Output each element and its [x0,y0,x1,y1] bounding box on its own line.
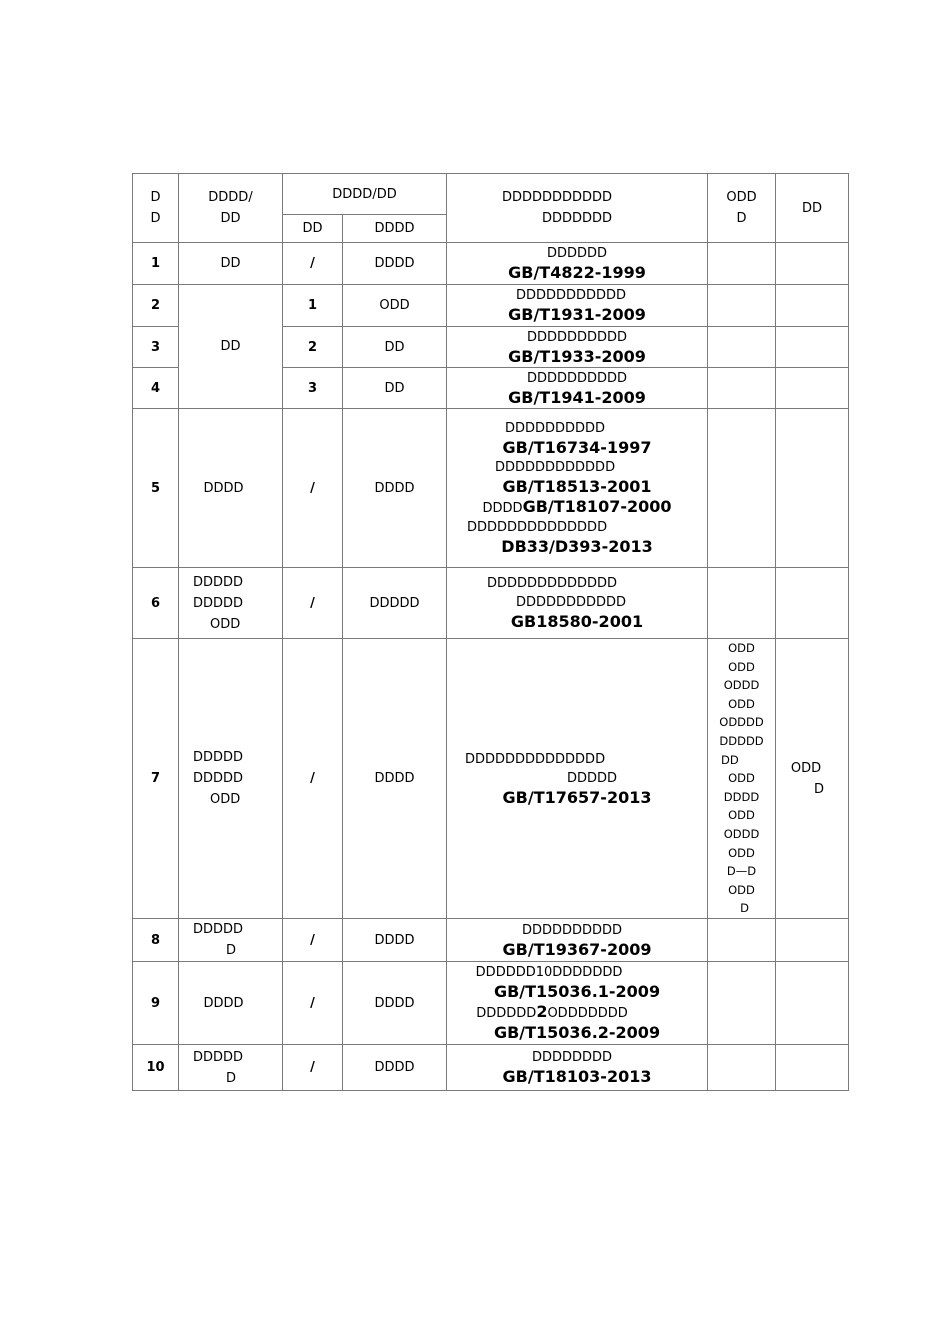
header-group-sub1: DD [283,215,343,243]
row-item: DDDD [343,919,447,962]
row-note [776,962,849,1045]
row-standard: DDDDDDDDDDD GB/T1931-2009 [447,285,708,327]
standard-code: GB/T18107-2000 [522,497,672,516]
table-row [133,409,849,568]
row-result [708,1045,776,1091]
row-sub-no: / [283,568,343,639]
row-result [708,409,776,568]
row-no: 2 [133,285,179,327]
row-category: DD [179,243,283,285]
row-note [776,919,849,962]
row-category: DDDDD D [179,919,283,962]
row-note [776,1045,849,1091]
row-standard: DDDDDDDDDD GB/T1933-2009 [447,327,708,368]
header-group: DDDD/DD [283,174,447,215]
row-standard: DDDDDDDDDDDDDD DDDDD GB/T17657-2013 [447,639,708,919]
row-result [708,285,776,327]
row-category: DDDD [179,962,283,1045]
row-note: ODD D [776,639,849,919]
row-sub-no: 2 [283,327,343,368]
row-sub-no: / [283,409,343,568]
row-sub-no: / [283,243,343,285]
row-no: 1 [133,243,179,285]
row-standard: DDDDDDDDDD GB/T19367-2009 [447,919,708,962]
table-row [133,962,849,1045]
row-result [708,568,776,639]
row-no: 8 [133,919,179,962]
row-item: DDDD [343,962,447,1045]
row-sub-no: 1 [283,285,343,327]
standard-prefix: DDDD [482,501,523,516]
header-category: DDDD/ DD [179,174,283,243]
row-standard: DDDDDDDDDDDDD DDDDDDDDDDD GB18580-2001 [447,568,708,639]
row-note [776,285,849,327]
row-standard: DDDDDD10DDDDDDD GB/T15036.1-2009 DDDDDD2ODDDDDDD GB/T15036.2-2009 [447,962,708,1045]
row-result [708,962,776,1045]
row-standard: DDDDDDDDDD GB/T16734-1997 DDDDDDDDDDDD GB/T18513-2001 DDDDGB/T18107-2000 DDDDDDDDDDDDDD DB33/D393-2013 [447,409,708,568]
row-category: DDDDD D [179,1045,283,1091]
row-result: ODD ODD ODDD ODD ODDDD DDDDD DD ODD DDDD ODD ODDD ODD D—D ODD D [708,639,776,919]
table-row [133,243,849,285]
row-category: DD [179,285,283,409]
row-no: 6 [133,568,179,639]
row-item: DDDD [343,409,447,568]
row-result [708,327,776,368]
row-note [776,409,849,568]
row-no: 4 [133,368,179,409]
row-result [708,919,776,962]
row-sub-no: / [283,919,343,962]
table-row [133,568,849,639]
row-item: ODD [343,285,447,327]
row-no: 5 [133,409,179,568]
row-standard: DDDDDD GB/T4822-1999 [447,243,708,285]
table-row [133,1045,849,1091]
standard-name-post: ODDDDDDD [547,1006,628,1021]
row-result [708,243,776,285]
row-no: 3 [133,327,179,368]
row-note [776,368,849,409]
standards-table [132,173,849,1091]
header-standard: DDDDDDDDDDD DDDDDDD [447,174,708,243]
row-item: DDDD [343,1045,447,1091]
row-no: 9 [133,962,179,1045]
table-row [133,639,849,919]
row-category: DDDD [179,409,283,568]
header-result: ODD D [708,174,776,243]
row-note [776,568,849,639]
row-item: DDDD [343,243,447,285]
header-no: D D [133,174,179,243]
row-item: DD [343,368,447,409]
standard-name-num: 2 [536,1002,548,1021]
row-sub-no: 3 [283,368,343,409]
row-no: 7 [133,639,179,919]
row-item: DDDD [343,639,447,919]
row-item: DD [343,327,447,368]
row-sub-no: / [283,1045,343,1091]
row-note [776,327,849,368]
row-no: 10 [133,1045,179,1091]
table-row [133,919,849,962]
header-group-sub2: DDDD [343,215,447,243]
row-item: DDDDD [343,568,447,639]
row-standard: DDDDDDDD GB/T18103-2013 [447,1045,708,1091]
row-sub-no: / [283,639,343,919]
row-category: DDDDD DDDDD ODD [179,639,283,919]
table-row [133,285,849,327]
row-standard: DDDDDDDDDD GB/T1941-2009 [447,368,708,409]
row-result [708,368,776,409]
header-note: DD [776,174,849,243]
row-note [776,243,849,285]
standard-name-pre: DDDDDD [476,1006,537,1021]
row-sub-no: / [283,962,343,1045]
row-category: DDDDD DDDDD ODD [179,568,283,639]
